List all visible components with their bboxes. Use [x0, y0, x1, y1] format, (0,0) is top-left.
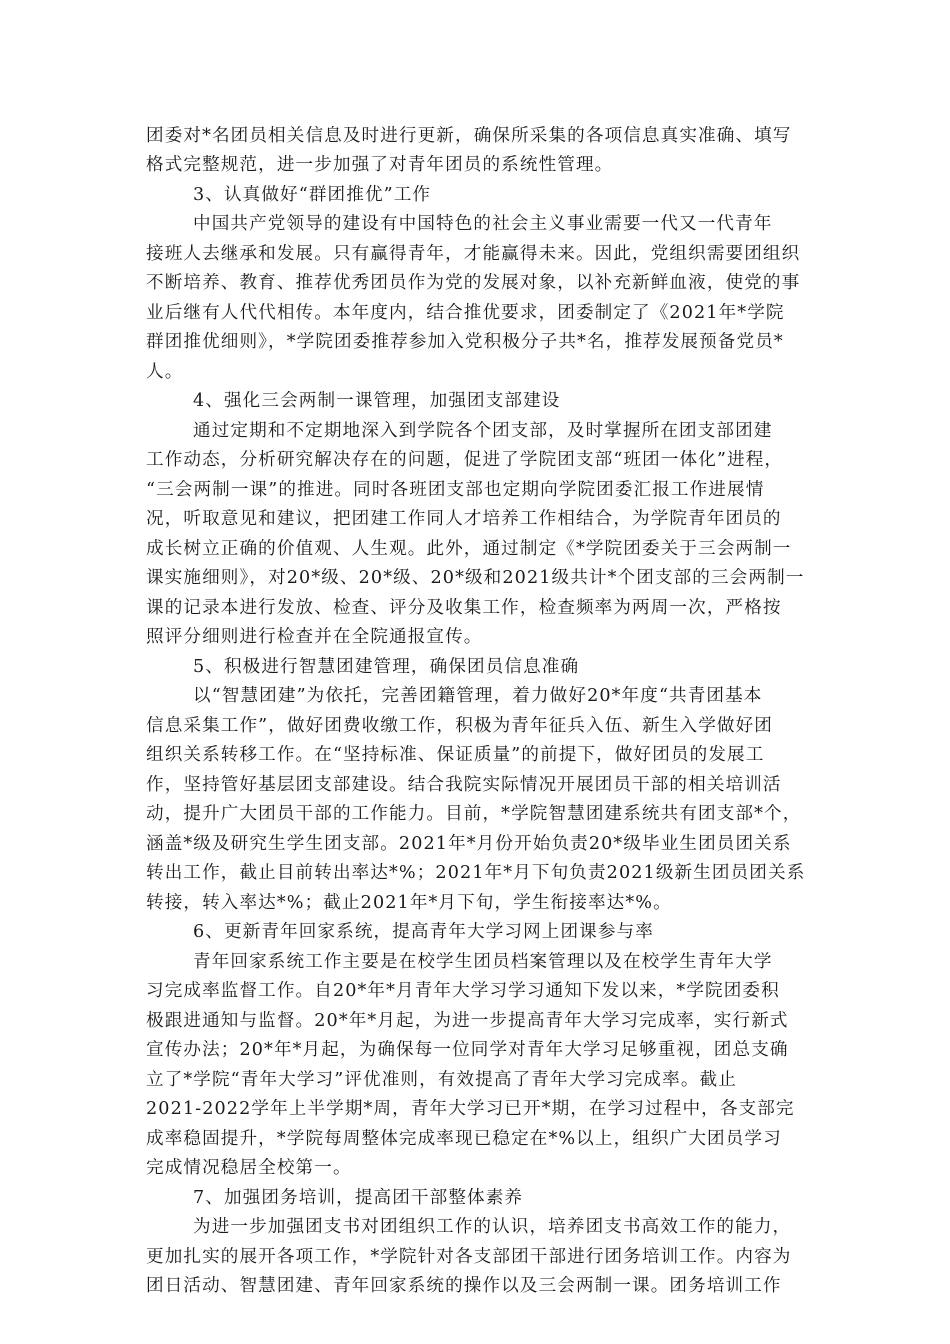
section-heading-4: 4、强化三会两制一课管理，加强团支部建设 [193, 391, 561, 411]
body-line: 群团推优细则》，*学院团委推荐参加入党积极分子共*名，推荐发展预备党员* [146, 332, 784, 352]
body-line: 况，听取意见和建议，把团建工作同人才培养工作相结合，为学院青年团员的 [146, 509, 782, 529]
body-line: 人。 [146, 362, 184, 382]
body-line: 工作动态，分析研究解决存在的问题，促进了学院团支部“班团一体化”进程， [146, 450, 784, 470]
body-line: 通过定期和不定期地深入到学院各个团支部，及时掌握所在团支部团建 [193, 421, 773, 441]
section-heading-3: 3、认真做好“群团推优”工作 [193, 185, 432, 205]
body-line: 课的记录本进行发放、检查、评分及收集工作，检查频率为两周一次，严格按 [146, 598, 782, 618]
body-line: 团委对*名团员相关信息及时进行更新，确保所采集的各项信息真实准确、填写 [146, 126, 792, 146]
body-line: 照评分细则进行检查并在全院通报宣传。 [146, 627, 483, 647]
body-line: 以“智慧团建”为依托，完善团籍管理，着力做好20*年度“共青团基本 [193, 686, 763, 706]
body-line: 接班人去继承和发展。只有赢得青年，才能赢得未来。因此，党组织需要团组织 [146, 244, 801, 264]
body-line: 宣传办法；20*年*月起，为确保每一位同学对青年大学习足够重视，团总支确 [146, 1040, 789, 1060]
body-line: 信息采集工作”，做好团费收缴工作，积极为青年征兵入伍、新生入学做好团 [146, 716, 773, 736]
body-line: “三会两制一课”的推进。同时各班团支部也定期向学院团委汇报工作进展情 [146, 480, 765, 500]
body-line: 完成情况稳居全校第一。 [146, 1158, 352, 1178]
body-line: 转接，转入率达*%；截止2021年*月下旬，学生衔接率达*%。 [146, 893, 672, 913]
body-line: 为进一步加强团支书对团组织工作的认识，培养团支书高效工作的能力， [193, 1217, 792, 1237]
body-line: 成长树立正确的价值观、人生观。此外，通过制定《*学院团委关于三会两制一 [146, 539, 792, 559]
body-line: 中国共产党领导的建设有中国特色的社会主义事业需要一代又一代青年 [193, 214, 773, 234]
body-line: 习完成率监督工作。自20*年*月青年大学习学习通知下发以来，*学院团委积 [146, 981, 780, 1001]
body-line: 转出工作，截止目前转出率达*%；2021年*月下旬负责2021级新生团员团关系 [146, 863, 806, 883]
section-heading-5: 5、积极进行智慧团建管理，确保团员信息准确 [193, 657, 580, 677]
body-line: 业后继有人代代相传。本年度内，结合推优要求，团委制定了《2021年*学院 [146, 303, 785, 323]
body-line: 课实施细则》，对20*级、20*级、20*级和2021级共计*个团支部的三会两制一 [146, 568, 805, 588]
section-heading-6: 6、更新青年回家系统，提高青年大学习网上团课参与率 [193, 922, 654, 942]
body-line: 立了*学院“青年大学习”评优准则，有效提高了青年大学习完成率。截止 [146, 1070, 737, 1090]
body-line: 成率稳固提升，*学院每周整体完成率现已稳定在*%以上，组织广大团员学习 [146, 1129, 782, 1149]
body-line: 青年回家系统工作主要是在校学生团员档案管理以及在校学生青年大学 [193, 952, 773, 972]
body-line: 极跟进通知与监督。20*年*月起，为进一步提高青年大学习完成率，实行新式 [146, 1011, 789, 1031]
body-line: 团日活动、智慧团建、青年回家系统的操作以及三会两制一课。团务培训工作 [146, 1276, 782, 1296]
body-line: 涵盖*级及研究生学生团支部。2021年*月份开始负责20*级毕业生团员团关系 [146, 834, 792, 854]
section-heading-7: 7、加强团务培训，提高团干部整体素养 [193, 1188, 524, 1208]
body-line: 格式完整规范，进一步加强了对青年团员的系统性管理。 [146, 155, 614, 175]
body-line: 不断培养、教育、推荐优秀团员作为党的发展对象，以补充新鲜血液，使党的事 [146, 273, 801, 293]
body-line: 动，提升广大团员干部的工作能力。目前，*学院智慧团建系统共有团支部*个， [146, 804, 802, 824]
body-line: 作，坚持管好基层团支部建设。结合我院实际情况开展团员干部的相关培训活 [146, 775, 782, 795]
body-line: 组织关系转移工作。在“坚持标准、保证质量”的前提下，做好团员的发展工 [146, 745, 765, 765]
body-line: 2021-2022学年上半学期*周，青年大学习已开*期，在学习过程中，各支部完 [146, 1099, 795, 1119]
body-line: 更加扎实的展开各项工作，*学院针对各支部团干部进行团务培训工作。内容为 [146, 1247, 792, 1267]
